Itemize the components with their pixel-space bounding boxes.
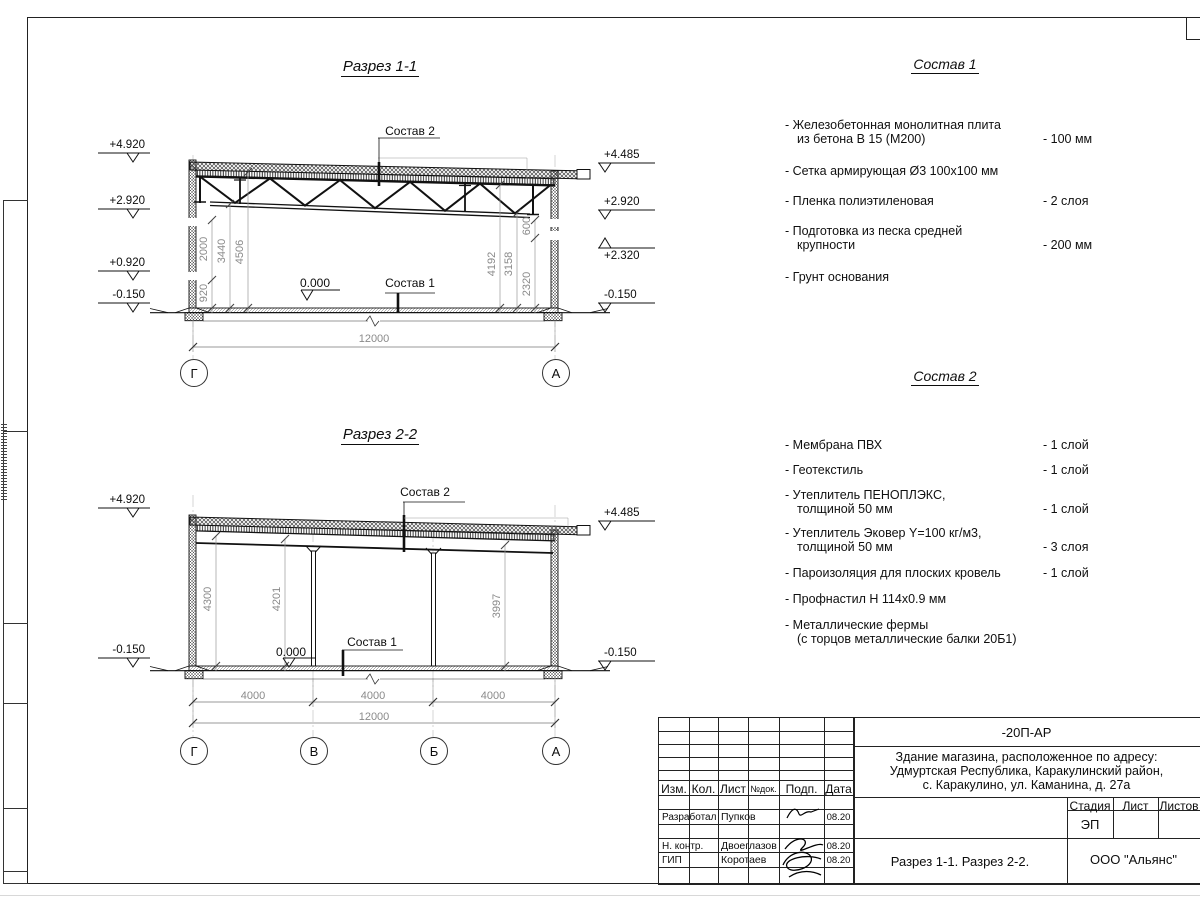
section-2-title: Разрез 2-2 [342,426,418,443]
elevation-label: +2.320 [604,250,640,262]
list-item-value: - 100 мм [1043,132,1093,146]
tb-name: Коротаев [721,854,767,866]
stage-value: ЭП [1080,817,1100,832]
tb-role: Н. контр. [662,841,704,852]
sostav1-callout: Состав 1 [347,635,397,649]
elevation-label: -0.150 [112,289,145,301]
dim-value: 4506 [234,239,246,265]
tb-line [853,797,1200,798]
list-item: - Геотекстиль [785,463,864,477]
elevation-label: +0.920 [109,257,145,269]
project-address-line: Здание магазина, расположенное по адресу: [895,750,1158,764]
list-item-value: - 200 мм [1043,238,1093,252]
corner-box [1186,17,1200,40]
title-block [658,717,1200,885]
elevation-label: +2.920 [604,196,640,208]
elevation-label: +4.920 [109,494,145,506]
stamp-side-strip [3,200,28,884]
elevation-label: +4.485 [604,507,640,519]
stage-label: Стадия [1069,799,1111,813]
list-item: - Утеплитель Эковер Y=100 кг/м3, толщиной 50 мм [785,526,982,554]
tb-line [659,770,853,771]
dim-value: 4300 [202,586,214,612]
list-item: - Пленка полиэтиленовая [785,194,934,208]
tb-col-header: Лист [719,782,747,796]
paper-edge [0,895,1200,896]
list-item: - Мембрана ПВХ [785,438,883,452]
dim-value: 2000 [198,236,210,262]
tb-name: Двоеглазов [721,840,777,852]
tb-date: 08.20 [826,812,851,823]
strip-vertical-text [1,424,7,500]
dim-value: 4000 [240,690,266,702]
dim-value: 3997 [491,593,503,619]
axis-marker: А [542,737,570,765]
sostav2-callout: Состав 2 [400,485,450,499]
dim-value: 920 [198,283,210,303]
tb-line [659,824,853,825]
sheet-title: Разрез 1-1. Разрез 2-2. [890,854,1030,869]
company-name: ООО "Альянс" [1090,852,1177,867]
project-address-line: Удмуртская Республика, Каракулинский район, [889,764,1164,778]
elevation-label: -0.150 [112,644,145,656]
list-item: - Пароизоляция для плоских кровель [785,566,1001,580]
elevation-label: -0.150 [604,647,637,659]
list-item: - Подготовка из песка средней крупности [785,224,963,252]
elevation-label: +2.920 [109,195,145,207]
tb-col-header: Изм. [661,782,687,796]
axis-marker: А [542,359,570,387]
signature-icon [777,831,829,881]
dim-total: 12000 [358,333,390,345]
section-1-title: Разрез 1-1 [342,58,418,75]
strip-divider [4,703,28,704]
elevation-label: +4.920 [109,139,145,151]
list-item: - Металлические фермы (с торцов металлические балки 20Б1) [785,618,1017,646]
tb-role: Разработал [662,812,717,823]
list-item: - Сетка армирующая Ø3 100х100 мм [785,164,999,178]
tb-line [853,838,1200,839]
sostav2-heading: Состав 2 [913,368,977,384]
axis-marker: В [300,737,328,765]
tb-date: 08.20 [826,855,851,866]
list-item-value: - 2 слоя [1043,194,1089,208]
dim-value: 3440 [216,238,228,264]
list-item: - Профнастил Н 114х0.9 мм [785,592,947,606]
dim-value: 4192 [486,251,498,277]
tb-col-header: Кол. [691,782,716,796]
dim-value: 4000 [360,690,386,702]
dim-value: 600 [521,216,533,236]
tb-line [659,744,853,745]
list-item-value: - 1 слой [1043,566,1089,580]
strip-divider [4,871,28,872]
sheet-label: Лист [1122,799,1149,813]
sheets-label: Листов [1159,799,1199,813]
dim-value: 2320 [521,271,533,297]
section-1-1-drawing [90,120,670,390]
list-item-value: - 3 слоя [1043,540,1089,554]
tb-role: ГИП [662,855,682,866]
tb-line [659,780,853,781]
tb-line [659,757,853,758]
sostav2-callout: Состав 2 [385,124,435,138]
strip-divider [4,808,28,809]
strip-divider [4,623,28,624]
axis-marker: Б [420,737,448,765]
tb-line [853,746,1200,747]
axis-marker: Г [180,359,208,387]
tb-col-header: №док. [750,784,777,794]
elevation-label: -0.150 [604,289,637,301]
zero-level-label: 0.000 [300,276,331,290]
list-item-value: - 1 слой [1043,502,1089,516]
sostav1-callout: Состав 1 [385,276,435,290]
list-item-value: - 1 слой [1043,438,1089,452]
axis-marker: Г [180,737,208,765]
dim-total: 12000 [358,711,390,723]
strip-divider [4,431,28,432]
tb-line [659,809,853,810]
dim-value: 3158 [503,251,515,277]
zero-level-label: 0.000 [276,645,307,659]
project-address-line: с. Каракулино, ул. Каманина, д. 27а [922,778,1131,792]
sostav1-heading: Состав 1 [913,56,977,72]
list-item: - Грунт основания [785,270,890,284]
dim-value: 4201 [271,586,283,612]
tb-col-header: Подп. [785,782,818,796]
list-item: - Утеплитель ПЕНОПЛЭКС, толщиной 50 мм [785,488,946,516]
elevation-label: +4.485 [604,149,640,161]
tb-date: 08.20 [826,841,851,852]
doc-code: -20П-АР [1001,725,1052,740]
list-item: - Железобетонная монолитная плита из бетона В 15 (М200) [785,118,1001,146]
tb-col-header: Дата [825,782,852,796]
tb-line [659,731,853,732]
tb-name: Пупков [721,811,756,823]
section-2-2-drawing [90,470,670,770]
signature-icon [783,804,823,824]
dim-value: 4000 [480,690,506,702]
list-item-value: - 1 слой [1043,463,1089,477]
